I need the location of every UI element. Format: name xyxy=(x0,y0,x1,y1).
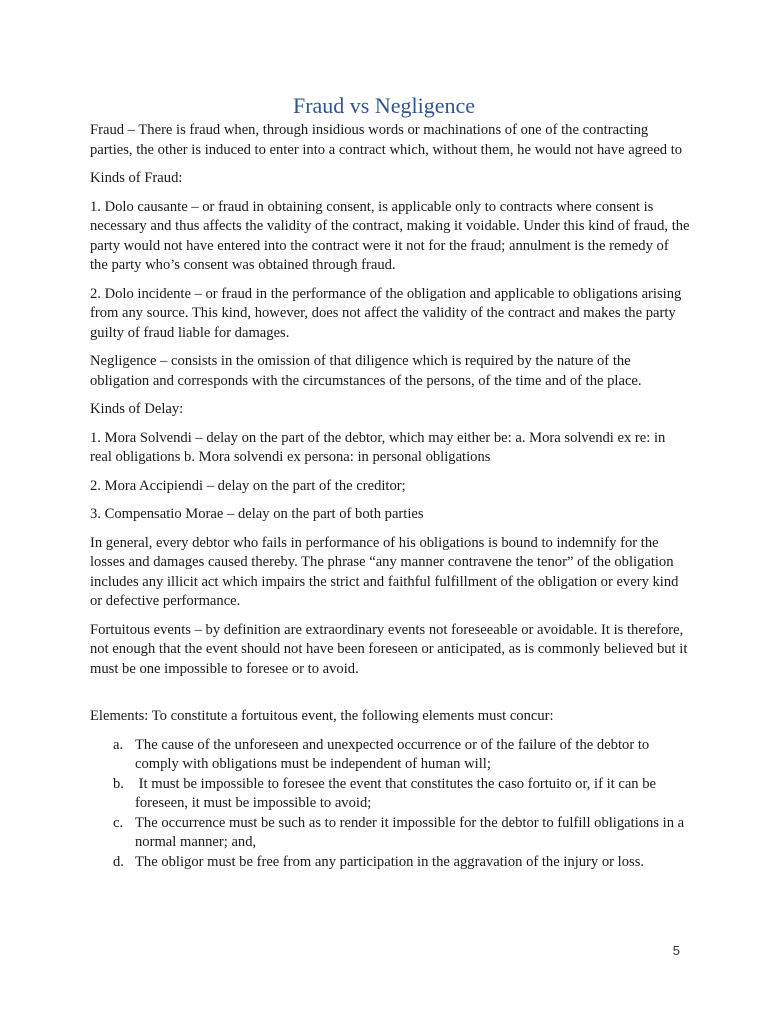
kinds-of-delay-heading: Kinds of Delay: xyxy=(90,401,184,417)
list-marker: c. xyxy=(113,814,124,831)
compensatio-morae-paragraph: 3. Compensatio Morae – delay on the part of both parties xyxy=(90,506,424,522)
dolo-incidente-paragraph: 2. Dolo incidente – or fraud in the performance of the obligation and applicable to obligations arising from any source. This kind, however, does not affect the validity of the contract and makes the party guilty of fraud liable for damages. xyxy=(90,285,682,341)
list-item-text: The occurrence must be such as to render it impossible for the debtor to fulfill obligations in a normal manner; and, xyxy=(135,814,685,850)
kinds-of-fraud-heading: Kinds of Fraud: xyxy=(90,170,183,186)
list-item xyxy=(90,814,690,853)
document-body xyxy=(90,121,690,872)
list-item xyxy=(90,736,690,775)
dolo-causante-paragraph: 1. Dolo causante – or fraud in obtaining consent, is applicable only to contracts where consent is necessary and thus affects the validity of the contract, making it voidable. Under this kind of fraud, the party would not have entered into the contract were it not for the fraud; annulment is the remedy of the party who’s consent was obtained through fraud. xyxy=(90,198,690,273)
list-item-text: The cause of the unforeseen and unexpected occurrence or of the failure of the debtor to comply with obligations must be independent of human will; xyxy=(135,736,650,772)
list-marker: a. xyxy=(113,736,124,753)
elements-list xyxy=(90,736,690,873)
page-number: 5 xyxy=(672,943,680,958)
mora-accipiendi-paragraph: 2. Mora Accipiendi – delay on the part of the creditor; xyxy=(90,477,406,494)
document-title: Fraud vs Negligence xyxy=(292,93,476,118)
fraud-definition-paragraph: Fraud – There is fraud when, through insidious words or machinations of one of the contracting parties, the other is induced to enter into a contract which, without them, he would not have agreed to xyxy=(90,122,683,158)
list-marker: b. xyxy=(113,775,124,792)
liability-paragraph: In general, every debtor who fails in performance of his obligations is bound to indemnify for the losses and damages caused thereby. The phrase “any manner contravene the tenor” of the obligation includes any illicit act which impairs the strict and faithful fulfillment of the obligation or every kind or defective performance. xyxy=(90,534,679,609)
list-item xyxy=(90,853,690,873)
mora-solvendi-paragraph: 1. Mora Solvendi – delay on the part of the debtor, which may either be: a. Mora solvendi ex re: in real obligations b. Mora solvendi ex persona: in personal obligations xyxy=(90,429,666,465)
list-item-text: It must be impossible to foresee the event that constitutes the caso fortuito or, if it can be foreseen, it must be impossible to avoid; xyxy=(135,775,660,811)
negligence-definition-paragraph: Negligence – consists in the omission of that diligence which is required by the nature of the obligation and corresponds with the circumstances of the persons, of the time and of the place. xyxy=(90,353,642,389)
elements-intro: Elements: To constitute a fortuitous event, the following elements must concur: xyxy=(90,708,554,724)
fortuitous-events-paragraph: Fortuitous events – by definition are extraordinary events not foreseeable or avoidable. It is therefore, not enough that the event should not have been foreseen or anticipated, as is commonly believed but it must be one impossible to foresee or to avoid. xyxy=(90,621,688,677)
list-item-text: The obligor must be free from any participation in the aggravation of the injury or loss. xyxy=(135,853,645,870)
paragraph-spacer xyxy=(90,688,690,707)
list-item xyxy=(90,775,690,814)
list-marker: d. xyxy=(113,853,124,870)
